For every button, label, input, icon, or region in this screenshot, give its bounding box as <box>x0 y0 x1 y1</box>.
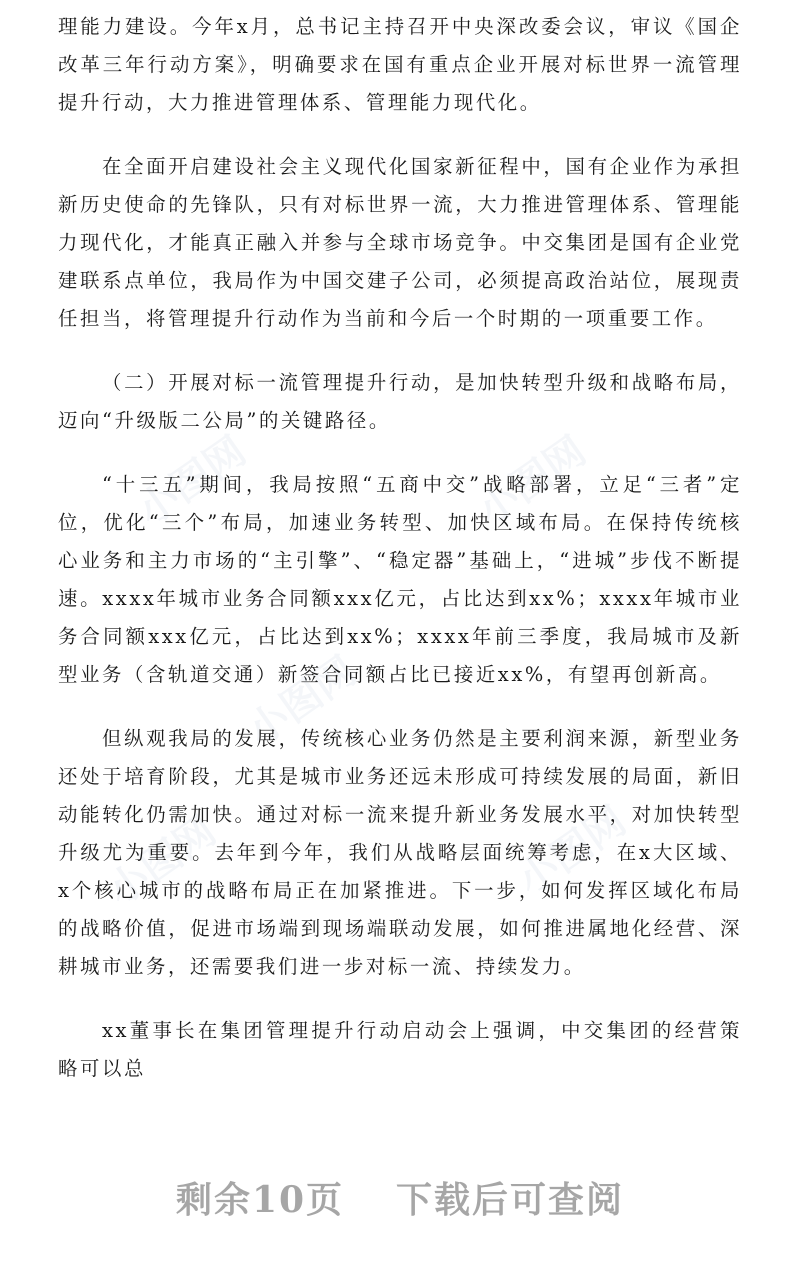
paragraph-truncated: xx董事长在集团管理提升行动启动会上强调，中交集团的经营策略可以总 <box>58 1019 742 1080</box>
watermark-icon: 小图网 <box>129 428 255 535</box>
section-heading: （二）开展对标一流管理提升行动，是加快转型升级和战略布局，迈向“升级版二公局”的关键路径。 <box>58 371 742 432</box>
watermark-icon: 小图网 <box>469 428 595 535</box>
watermark-icon: 小图网 <box>239 648 365 755</box>
remaining-pages-label: 剩余10页 <box>175 1179 345 1221</box>
download-prompt-label: 下载后可查阅 <box>396 1179 625 1221</box>
document-body <box>58 8 742 1114</box>
paragraph: “十三五”期间，我局按照“五商中交”战略部署，立足“三者”定位，优化“三个”布局，加速业务转型、加快区域布局。在保持传统核心业务和主力市场的“主引擎”、“稳定器”基础上，“进城”步伐不断提速。xxxx年城市业务合同额xxx亿元，占比达到xx%；xxxx年城市业务合同额xxx亿元，占比达到xx%；xxxx年前三季度，我局城市及新型业务（含轨道交通）新签合同额占比已接近xx%，有望再创新高。 <box>58 473 742 686</box>
paragraph: 在全面开启建设社会主义现代化国家新征程中，国有企业作为承担新历史使命的先锋队，只有对标世界一流，大力推进管理体系、管理能力现代化，才能真正融入并参与全球市场竞争。中交集团是国有企业党建联系点单位，我局作为中国交建子公司，必须提高政治站位，展现责任担当，将管理提升行动作为当前和今后一个时期的一项重要工作。 <box>58 155 742 330</box>
paragraph-continued: 理能力建设。今年x月，总书记主持召开中央深改委会议，审议《国企改革三年行动方案》，明确要求在国有重点企业开展对标世界一流管理提升行动，大力推进管理体系、管理能力现代化。 <box>58 15 742 114</box>
download-banner[interactable] <box>0 1172 800 1223</box>
paragraph: 但纵观我局的发展，传统核心业务仍然是主要利润来源，新型业务还处于培育阶段，尤其是城市业务还远未形成可持续发展的局面，新旧动能转化仍需加快。通过对标一流来提升新业务发展水平，对加快转型升级尤为重要。去年到今年，我们从战略层面统筹考虑，在x大区域、x个核心城市的战略布局正在加紧推进。下一步，如何发挥区域化布局的战略价值，促进市场端到现场端联动发展，如何推进属地化经营、深耕城市业务，还需要我们进一步对标一流、持续发力。 <box>58 727 742 978</box>
watermark-icon: 小图网 <box>509 798 635 905</box>
watermark-icon: 小图网 <box>99 808 225 915</box>
